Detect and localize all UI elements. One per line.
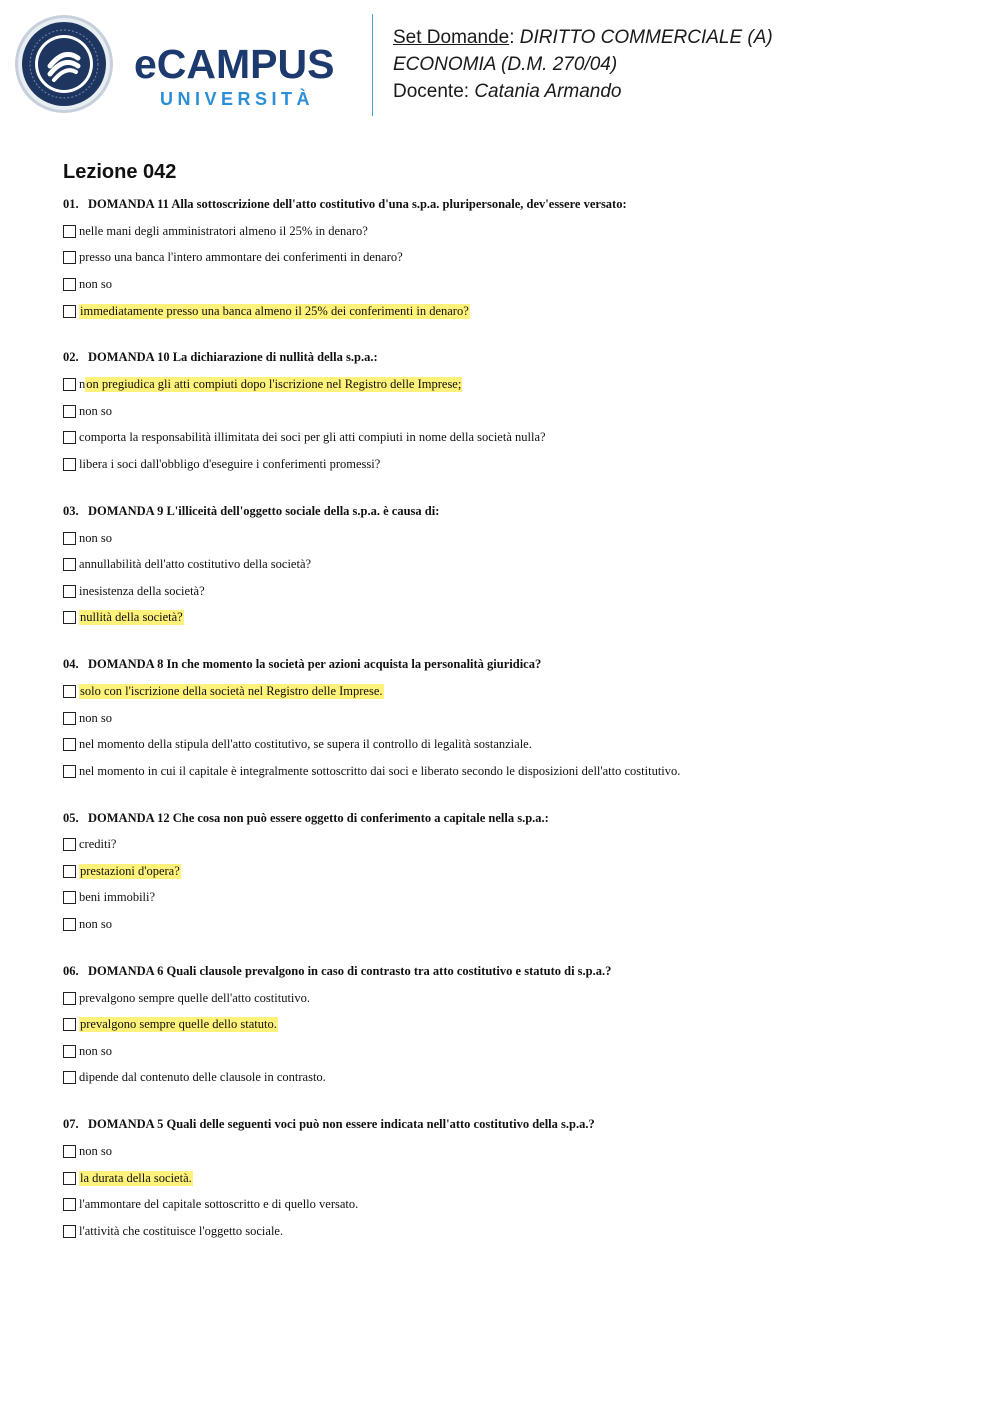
answer-text-prefix: n — [79, 377, 86, 392]
question-heading — [63, 497, 963, 525]
answer-text: libera i soci dall'obbligo d'eseguire i conferimenti promessi? — [79, 456, 381, 471]
answer-text: nel momento della stipula dell'atto costitutivo, se supera il controllo di legalità sostanziale. — [79, 737, 532, 752]
question-block — [63, 957, 963, 1091]
brand-name: eCAMPUS — [134, 41, 335, 87]
answer-checkbox[interactable] — [63, 1225, 76, 1238]
answer-checkbox[interactable] — [63, 305, 76, 318]
answer-text-highlighted: prestazioni d'opera? — [80, 863, 180, 878]
question-text: DOMANDA 5 Quali delle seguenti voci può non essere indicata nell'atto costitutivo della s.p.a.? — [88, 1117, 595, 1132]
question-heading — [63, 804, 963, 832]
answer-text: nel momento in cui il capitale è integralmente sottoscritto dai soci e liberato secondo le disposizioni dell'atto costitutivo. — [79, 763, 681, 778]
course-degree: ECONOMIA (D.M. 270/04) — [393, 54, 618, 75]
answer-checkbox[interactable] — [63, 431, 76, 444]
answer-option[interactable] — [63, 271, 963, 298]
set-colon: : — [509, 27, 515, 48]
question-block — [63, 497, 963, 631]
answer-checkbox[interactable] — [63, 378, 76, 391]
question-number: 07. — [63, 1117, 79, 1132]
answer-checkbox[interactable] — [63, 838, 76, 851]
answer-option[interactable] — [63, 731, 963, 758]
answer-text: dipende dal contenuto delle clausole in contrasto. — [79, 1070, 326, 1085]
answer-text: l'attività che costituisce l'oggetto sociale. — [79, 1223, 284, 1238]
question-text: DOMANDA 8 In che momento la società per azioni acquista la personalità giuridica? — [88, 657, 542, 672]
answer-text-highlighted: solo con l'iscrizione della società nel Registro delle Imprese. — [80, 683, 383, 698]
answer-checkbox[interactable] — [63, 1145, 76, 1158]
answer-checkbox[interactable] — [63, 685, 76, 698]
answer-text: non so — [79, 403, 112, 418]
answer-option[interactable] — [63, 1011, 963, 1038]
answer-checkbox[interactable] — [63, 918, 76, 931]
answer-checkbox[interactable] — [63, 712, 76, 725]
answer-checkbox[interactable] — [63, 865, 76, 878]
set-info — [393, 24, 773, 105]
answer-option[interactable] — [63, 398, 963, 425]
answer-text: non so — [79, 1043, 112, 1058]
answer-checkbox[interactable] — [63, 992, 76, 1005]
answer-option[interactable] — [63, 985, 963, 1012]
answer-option[interactable] — [63, 551, 963, 578]
answer-text: comporta la responsabilità illimitata dei soci per gli atti compiuti in nome della società nulla? — [79, 430, 546, 445]
answer-option[interactable] — [63, 911, 963, 938]
answer-text: non so — [79, 276, 112, 291]
question-block — [63, 343, 963, 477]
answer-option[interactable] — [63, 1165, 963, 1192]
lesson-title: Lezione 042 — [63, 161, 177, 183]
answer-checkbox[interactable] — [63, 738, 76, 751]
question-text: DOMANDA 6 Quali clausole prevalgono in caso di contrasto tra atto costitutivo e statuto di s.p.a.? — [88, 963, 612, 978]
answer-text: nelle mani degli amministratori almeno il 25% in denaro? — [79, 223, 368, 238]
answer-option[interactable] — [63, 605, 963, 632]
question-block — [63, 650, 963, 784]
question-number: 05. — [63, 810, 79, 825]
answer-text-highlighted: immediatamente presso una banca almeno il 25% dei conferimenti in denaro? — [80, 303, 469, 318]
brand-subtitle: UNIVERSITÀ — [160, 89, 315, 109]
course-name: DIRITTO COMMERCIALE (A) — [519, 27, 773, 48]
answer-checkbox[interactable] — [63, 1198, 76, 1211]
brand-logo — [134, 41, 364, 114]
question-heading — [63, 650, 963, 678]
answer-checkbox[interactable] — [63, 1018, 76, 1031]
question-text: DOMANDA 9 L'illiceità dell'oggetto sociale della s.p.a. è causa di: — [88, 503, 440, 518]
set-label: Set Domande — [393, 27, 510, 48]
header-divider — [372, 14, 373, 116]
answer-option[interactable] — [63, 832, 963, 859]
question-text: DOMANDA 12 Che cosa non può essere oggetto di conferimento a capitale nella s.p.a.: — [88, 810, 549, 825]
answer-checkbox[interactable] — [63, 558, 76, 571]
answer-text: inesistenza della società? — [79, 583, 205, 598]
answer-text: prevalgono sempre quelle dell'atto costitutivo. — [79, 990, 311, 1005]
question-text: DOMANDA 10 La dichiarazione di nullità della s.p.a.: — [88, 350, 378, 365]
answer-text: crediti? — [79, 837, 117, 852]
answer-option[interactable] — [63, 371, 963, 398]
answer-checkbox[interactable] — [63, 1071, 76, 1084]
answer-option[interactable] — [63, 245, 963, 272]
question-number: 02. — [63, 350, 79, 365]
answer-text: non so — [79, 1144, 112, 1159]
answer-text: l'ammontare del capitale sottoscritto e di quello versato. — [79, 1197, 359, 1212]
university-seal-logo — [14, 14, 114, 114]
question-block — [63, 1110, 963, 1244]
answer-option[interactable] — [63, 1218, 963, 1245]
answer-text: annullabilità dell'atto costitutivo della società? — [79, 557, 312, 572]
question-block — [63, 190, 963, 324]
answer-option[interactable] — [63, 298, 963, 325]
answer-text: beni immobili? — [79, 890, 156, 905]
course-line2 — [393, 51, 773, 78]
question-number: 01. — [63, 197, 79, 211]
answer-checkbox[interactable] — [63, 251, 76, 264]
docente-label: Docente: — [393, 81, 470, 102]
answer-option[interactable] — [63, 218, 963, 245]
question-block — [63, 804, 963, 938]
answer-checkbox[interactable] — [63, 891, 76, 904]
page-header — [14, 14, 974, 118]
answer-option[interactable] — [63, 858, 963, 885]
answer-option[interactable] — [63, 705, 963, 732]
answer-option[interactable] — [63, 1138, 963, 1165]
question-number: 04. — [63, 657, 79, 672]
docente-name: Catania Armando — [474, 81, 622, 102]
answer-option[interactable] — [63, 525, 963, 552]
set-line — [393, 24, 773, 51]
answer-text: non so — [79, 530, 112, 545]
answer-option[interactable] — [63, 1191, 963, 1218]
answer-text-highlighted: on pregiudica gli atti compiuti dopo l'iscrizione nel Registro delle Imprese; — [86, 377, 462, 392]
answer-option[interactable] — [63, 1065, 963, 1092]
answer-text-highlighted: la durata della società. — [80, 1170, 192, 1185]
answer-checkbox[interactable] — [63, 458, 76, 471]
answer-option[interactable] — [63, 885, 963, 912]
answer-checkbox[interactable] — [63, 1172, 76, 1185]
question-text: DOMANDA 11 Alla sottoscrizione dell'atto costitutivo d'una s.p.a. pluripersonale, dev'essere versato: — [88, 197, 627, 211]
answer-text: non so — [79, 917, 112, 932]
answer-option[interactable] — [63, 425, 963, 452]
answer-checkbox[interactable] — [63, 611, 76, 624]
answer-checkbox[interactable] — [63, 765, 76, 778]
answer-checkbox[interactable] — [63, 1045, 76, 1058]
question-heading — [63, 957, 963, 985]
answer-text-highlighted: prevalgono sempre quelle dello statuto. — [80, 1017, 277, 1032]
question-number: 06. — [63, 963, 79, 978]
answer-text: presso una banca l'intero ammontare dei conferimenti in denaro? — [79, 250, 403, 265]
answer-text: non so — [79, 710, 112, 725]
docente-line — [393, 78, 773, 105]
answer-checkbox[interactable] — [63, 585, 76, 598]
answer-option[interactable] — [63, 678, 963, 705]
question-number: 03. — [63, 503, 79, 518]
answer-option[interactable] — [63, 1038, 963, 1065]
answer-option[interactable] — [63, 451, 963, 478]
answer-checkbox[interactable] — [63, 532, 76, 545]
answer-option[interactable] — [63, 578, 963, 605]
question-list — [63, 190, 963, 1264]
answer-checkbox[interactable] — [63, 405, 76, 418]
question-heading — [63, 1110, 963, 1138]
question-heading — [63, 343, 963, 371]
answer-option[interactable] — [63, 758, 963, 785]
question-heading — [63, 190, 963, 218]
answer-checkbox[interactable] — [63, 225, 76, 238]
answer-checkbox[interactable] — [63, 278, 76, 291]
answer-text-highlighted: nullità della società? — [80, 610, 183, 625]
